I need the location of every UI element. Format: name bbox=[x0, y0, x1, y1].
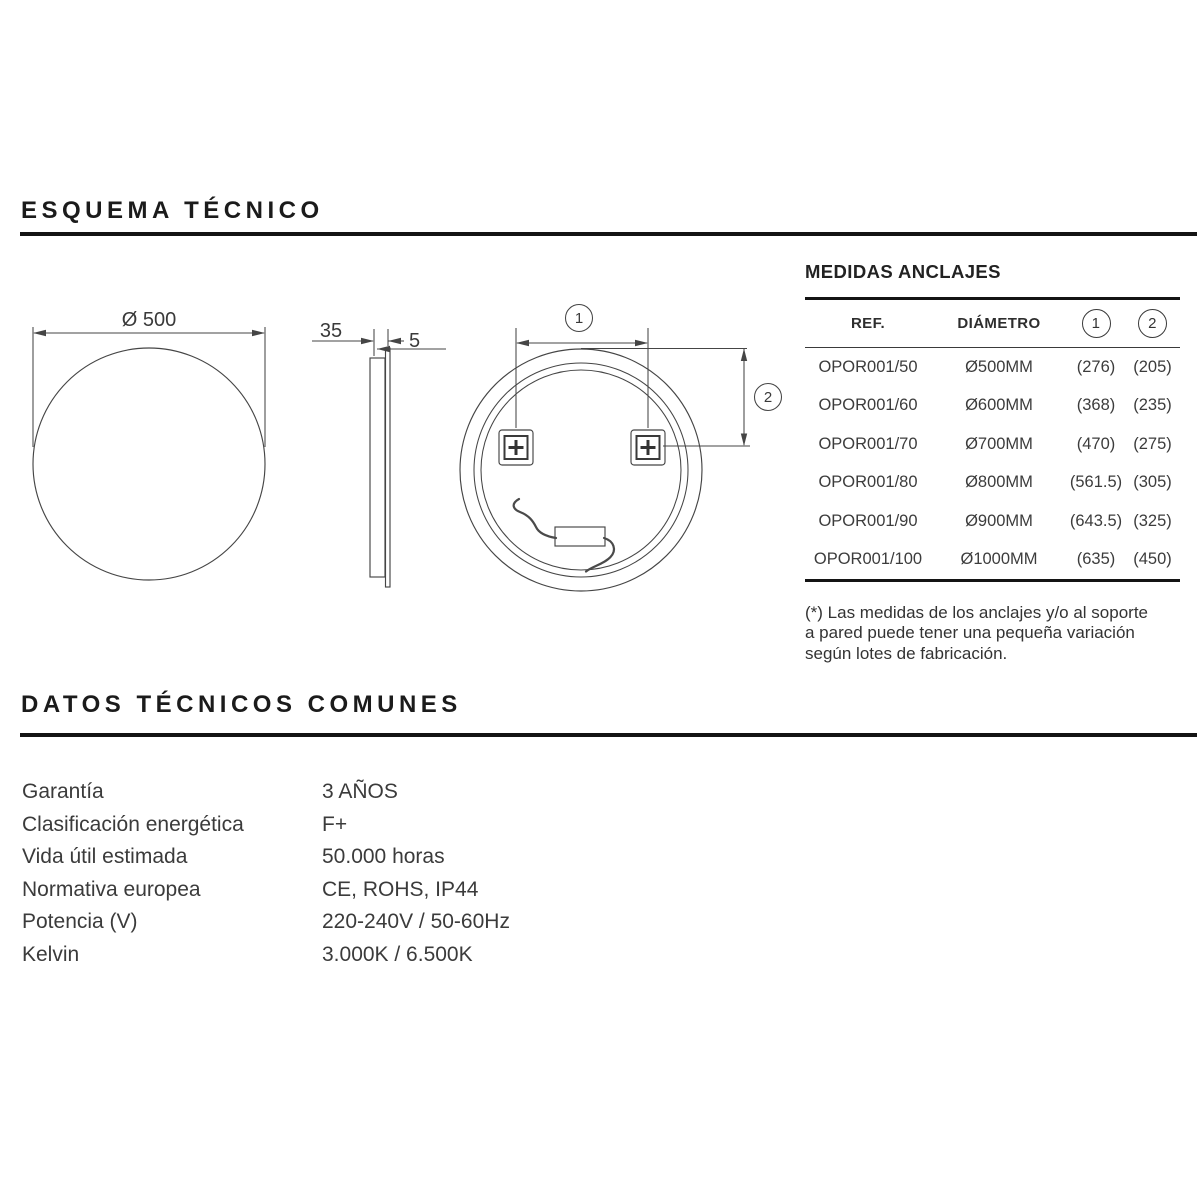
table-row bbox=[805, 387, 1180, 426]
mirror-rear-view bbox=[460, 305, 782, 592]
power-cable-in bbox=[514, 499, 556, 538]
dim2-arrow-top bbox=[741, 349, 747, 362]
anchors-table-title: MEDIDAS ANCLAJES bbox=[805, 261, 1001, 282]
cell-d2: (205) bbox=[1133, 357, 1172, 376]
spec-label: Vida útil estimada bbox=[22, 845, 188, 868]
cell-d2: (235) bbox=[1133, 396, 1172, 415]
cell-ref: OPOR001/100 bbox=[813, 550, 923, 569]
cell-diametro: Ø1000MM bbox=[960, 550, 1038, 569]
table-row bbox=[805, 348, 1180, 387]
dim1-arrow-right bbox=[635, 340, 648, 346]
dim-arrow-glass2 bbox=[377, 346, 390, 352]
callout-2-label: 2 bbox=[763, 389, 773, 406]
spec-value: F+ bbox=[322, 812, 348, 836]
specs-list bbox=[22, 776, 722, 971]
section-title-esquema-tecnico: ESQUEMA TÉCNICO bbox=[21, 197, 324, 224]
section-title-datos-tecnicos: DATOS TÉCNICOS COMUNES bbox=[21, 691, 462, 718]
spec-value: 220-240V / 50-60Hz bbox=[322, 910, 510, 933]
side-depth-label: 35 bbox=[319, 320, 343, 342]
col-header-diametro: DIÁMETRO bbox=[957, 315, 1041, 332]
cell-ref: OPOR001/80 bbox=[818, 473, 918, 492]
spec-label: Normativa europea bbox=[22, 877, 201, 901]
cell-diametro: Ø900MM bbox=[965, 511, 1033, 530]
callout-1-label: 1 bbox=[574, 310, 584, 327]
cell-d1: (635) bbox=[1076, 550, 1116, 569]
cell-d2: (275) bbox=[1133, 434, 1172, 453]
led-driver-box bbox=[555, 527, 605, 546]
anchor-bracket-right bbox=[631, 430, 665, 465]
cell-diametro: Ø500MM bbox=[965, 357, 1033, 376]
anchors-table bbox=[805, 297, 1180, 582]
cell-ref: OPOR001/50 bbox=[818, 357, 918, 376]
cell-ref: OPOR001/60 bbox=[818, 396, 918, 415]
cell-diametro: Ø800MM bbox=[965, 473, 1033, 492]
spec-label: Clasificación energética bbox=[22, 812, 244, 836]
cell-d1: (368) bbox=[1076, 396, 1116, 415]
dim-arrow-left bbox=[33, 330, 46, 336]
cell-d1: (276) bbox=[1076, 357, 1116, 376]
section-divider bbox=[20, 232, 1197, 236]
dim-arrow-right bbox=[252, 330, 265, 336]
cell-d1: (643.5) bbox=[1069, 511, 1123, 530]
col-header-ref: REF. bbox=[850, 315, 886, 332]
spec-value: 50.000 horas bbox=[322, 845, 445, 868]
cell-d2: (450) bbox=[1133, 550, 1172, 569]
spec-row bbox=[22, 939, 722, 972]
dim-arrow-depth bbox=[361, 338, 374, 344]
spec-row bbox=[22, 809, 722, 842]
cell-diametro: Ø700MM bbox=[965, 434, 1033, 453]
spec-value: CE, ROHS, IP44 bbox=[322, 877, 479, 901]
footnote-line: (*) Las medidas de los anclajes y/o al soporte bbox=[805, 603, 1149, 622]
cell-d1: (561.5) bbox=[1069, 473, 1123, 492]
spec-value: 3.000K / 6.500K bbox=[322, 942, 473, 966]
spec-row bbox=[22, 906, 722, 939]
spec-value: 3 AÑOS bbox=[322, 780, 398, 803]
dim1-arrow-left bbox=[516, 340, 529, 346]
table-row bbox=[805, 464, 1180, 503]
table-row bbox=[805, 541, 1180, 580]
col-header-circled-1: 1 bbox=[1082, 309, 1111, 338]
dim2-arrow-bottom bbox=[741, 434, 747, 447]
spec-label: Kelvin bbox=[22, 942, 80, 966]
table-row bbox=[805, 425, 1180, 464]
anchor-bracket-left bbox=[499, 430, 533, 465]
cell-ref: OPOR001/70 bbox=[818, 434, 918, 453]
cell-ref: OPOR001/90 bbox=[818, 511, 918, 530]
spec-row bbox=[22, 776, 722, 809]
mirror-side-view bbox=[312, 320, 446, 587]
cell-diametro: Ø600MM bbox=[965, 396, 1033, 415]
section-divider bbox=[20, 733, 1197, 737]
technical-drawing bbox=[0, 285, 790, 660]
spec-label: Garantía bbox=[22, 780, 104, 803]
cell-d1: (470) bbox=[1076, 434, 1116, 453]
mirror-front-view bbox=[33, 309, 265, 580]
spec-row bbox=[22, 841, 722, 874]
cell-d2: (305) bbox=[1133, 473, 1172, 492]
power-cable-out bbox=[586, 538, 614, 572]
cell-d2: (325) bbox=[1133, 511, 1172, 530]
dim-arrow-glass bbox=[388, 338, 401, 344]
footnote-line: según lotes de fabricación. bbox=[805, 643, 1008, 663]
anchors-footnote bbox=[805, 603, 1200, 664]
spec-row bbox=[22, 874, 722, 907]
footnote-line: a pared puede tener una pequeña variación bbox=[805, 623, 1135, 643]
table-row bbox=[805, 502, 1180, 541]
front-diameter-label: Ø 500 bbox=[121, 309, 177, 331]
col-header-circled-2: 2 bbox=[1138, 309, 1167, 338]
side-glass-label: 5 bbox=[409, 330, 421, 352]
spec-label: Potencia (V) bbox=[22, 910, 138, 933]
anchors-table-header bbox=[805, 300, 1180, 348]
